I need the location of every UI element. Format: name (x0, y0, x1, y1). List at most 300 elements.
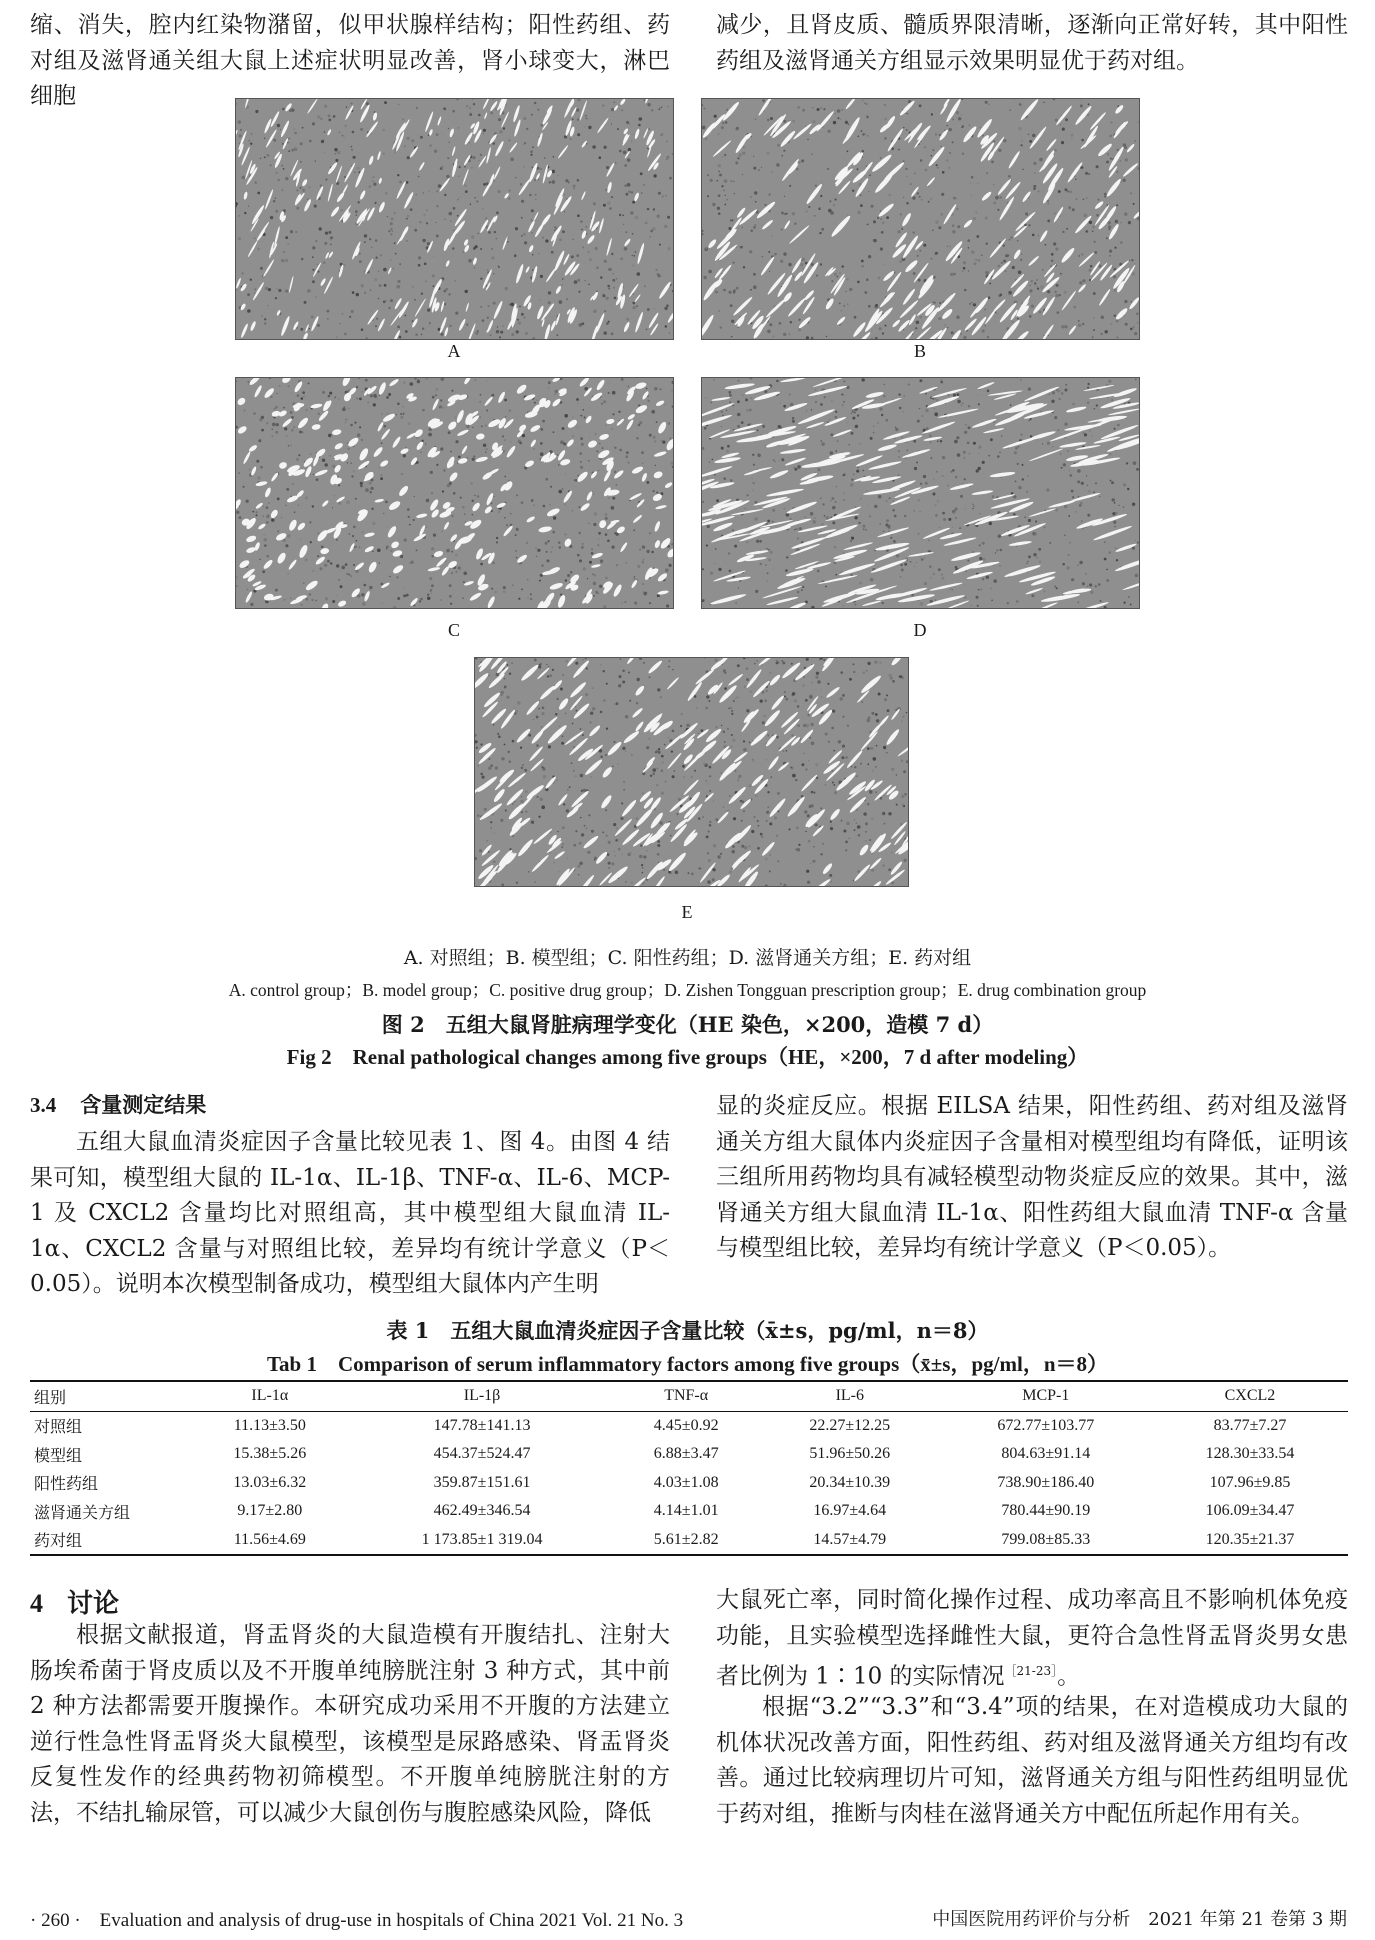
nucleus-dot (564, 414, 568, 418)
nucleus-dot (779, 322, 782, 325)
nucleus-dot (741, 421, 744, 424)
nucleus-dot (967, 239, 970, 242)
nucleus-dot (1055, 509, 1058, 512)
nucleus-dot (634, 576, 635, 577)
nucleus-dot (896, 554, 899, 557)
nucleus-dot (573, 770, 575, 772)
nucleus-dot (352, 535, 354, 537)
nucleus-dot (534, 102, 536, 104)
nucleus-dot (593, 582, 596, 585)
nucleus-dot (440, 333, 443, 336)
nucleus-dot (888, 868, 891, 871)
nucleus-dot (296, 189, 299, 192)
nucleus-dot (916, 462, 918, 464)
nucleus-dot (495, 766, 498, 769)
nucleus-dot (392, 231, 393, 232)
nucleus-dot (967, 560, 969, 562)
nucleus-dot (831, 433, 834, 436)
nucleus-dot (1071, 578, 1074, 581)
nucleus-dot (625, 715, 628, 718)
tubule-lumen (686, 681, 703, 702)
nucleus-dot (1042, 269, 1043, 270)
nucleus-dot (649, 738, 650, 739)
nucleus-dot (503, 127, 505, 129)
nucleus-dot (1035, 520, 1037, 522)
nucleus-dot (1061, 392, 1063, 394)
tubule-lumen (901, 212, 912, 227)
nucleus-dot (991, 600, 993, 602)
nucleus-dot (577, 279, 580, 282)
nucleus-dot (457, 199, 458, 200)
nucleus-dot (350, 462, 352, 464)
nucleus-dot (637, 272, 641, 276)
nucleus-dot (855, 425, 858, 428)
nucleus-dot (947, 485, 949, 487)
nucleus-dot (811, 409, 812, 410)
nucleus-dot (496, 537, 498, 539)
nucleus-dot (757, 820, 759, 822)
tubule-lumen (327, 183, 333, 201)
nucleus-dot (330, 237, 332, 239)
nucleus-dot (611, 506, 615, 510)
nucleus-dot (850, 483, 853, 486)
nucleus-dot (621, 378, 624, 381)
nucleus-dot (287, 534, 290, 537)
nucleus-dot (776, 163, 779, 166)
nucleus-dot (542, 707, 545, 710)
nucleus-dot (1109, 551, 1111, 553)
nucleus-dot (757, 660, 758, 661)
nucleus-dot (845, 756, 847, 758)
nucleus-dot (677, 813, 679, 815)
tubule-lumen (253, 385, 262, 399)
nucleus-dot (722, 122, 724, 124)
nucleus-dot (976, 259, 977, 260)
nucleus-dot (1136, 468, 1139, 471)
nucleus-dot (633, 134, 635, 136)
nucleus-dot (429, 144, 432, 147)
nucleus-dot (557, 831, 558, 832)
cell-value: 359.87±151.61 (433, 1473, 531, 1491)
nucleus-dot (805, 768, 807, 770)
nucleus-dot (1016, 600, 1019, 603)
nucleus-dot (1083, 199, 1085, 201)
nucleus-dot (327, 310, 330, 313)
nucleus-dot (589, 437, 590, 438)
tubule-lumen (311, 424, 321, 431)
nucleus-dot (1087, 114, 1088, 115)
nucleus-dot (750, 289, 752, 291)
nucleus-dot (891, 852, 892, 853)
nucleus-dot (882, 332, 884, 334)
nucleus-dot (811, 742, 815, 746)
nucleus-dot (342, 135, 344, 137)
nucleus-dot (474, 495, 475, 496)
nucleus-dot (923, 244, 926, 247)
nucleus-dot (1080, 104, 1083, 107)
nucleus-dot (1029, 315, 1032, 318)
tubule-lumen (388, 499, 402, 511)
serum-factor-table (30, 1380, 1348, 1556)
nucleus-dot (647, 103, 650, 106)
nucleus-dot (599, 585, 602, 588)
nucleus-dot (735, 602, 737, 604)
nucleus-dot (312, 122, 315, 125)
nucleus-dot (359, 253, 361, 255)
nucleus-dot (491, 248, 492, 249)
nucleus-dot (612, 497, 615, 500)
nucleus-dot (608, 867, 610, 869)
nucleus-dot (362, 532, 363, 533)
nucleus-dot (263, 506, 264, 507)
nucleus-dot (694, 695, 697, 698)
nucleus-dot (797, 528, 799, 530)
tubule-lumen (654, 520, 662, 532)
nucleus-dot (835, 450, 837, 452)
tubule-lumen (941, 308, 954, 321)
nucleus-dot (1093, 292, 1096, 295)
nucleus-dot (949, 152, 951, 154)
nucleus-dot (515, 534, 517, 536)
nucleus-dot (884, 384, 885, 385)
nucleus-dot (773, 459, 775, 461)
micrograph-panel-d (701, 377, 1140, 609)
nucleus-dot (321, 140, 324, 143)
nucleus-dot (592, 145, 596, 149)
nucleus-dot (570, 138, 571, 139)
nucleus-dot (566, 809, 569, 812)
nucleus-dot (267, 154, 270, 157)
nucleus-dot (554, 394, 556, 396)
tubule-lumen (598, 218, 604, 234)
tubule-lumen (736, 207, 746, 219)
tubule-lumen (1060, 247, 1076, 264)
tubule-lumen (240, 323, 249, 338)
nucleus-dot (444, 290, 447, 293)
nucleus-dot (611, 196, 613, 198)
nucleus-dot (881, 414, 883, 416)
nucleus-dot (426, 526, 428, 528)
nucleus-dot (645, 222, 647, 224)
tubule-lumen (1029, 508, 1057, 518)
nucleus-dot (913, 231, 915, 233)
tubule-lumen (382, 412, 396, 423)
nucleus-dot (587, 851, 590, 854)
nucleus-dot (327, 560, 330, 563)
nucleus-dot (478, 114, 481, 117)
nucleus-dot (670, 835, 672, 837)
tubule-lumen (368, 155, 374, 165)
nucleus-dot (806, 336, 809, 339)
tubule-lumen (262, 559, 274, 571)
nucleus-dot (486, 410, 488, 412)
nucleus-dot (1064, 505, 1067, 508)
nucleus-dot (647, 208, 650, 211)
nucleus-dot (813, 792, 815, 794)
nucleus-dot (493, 99, 495, 100)
nucleus-dot (276, 172, 278, 174)
tubule-lumen (577, 874, 596, 886)
nucleus-dot (604, 310, 606, 312)
nucleus-dot (726, 450, 729, 453)
nucleus-dot (464, 184, 467, 187)
nucleus-dot (360, 485, 363, 488)
tubule-lumen (862, 600, 882, 607)
tubule-lumen (366, 207, 376, 222)
nucleus-dot (426, 209, 428, 211)
nucleus-dot (248, 140, 250, 142)
nucleus-dot (322, 391, 325, 394)
nucleus-dot (491, 394, 494, 397)
nucleus-dot (475, 734, 477, 737)
nucleus-dot (440, 599, 442, 601)
tubule-lumen (623, 321, 631, 332)
nucleus-dot (319, 227, 322, 230)
nucleus-dot (872, 239, 873, 240)
nucleus-dot (900, 213, 902, 215)
nucleus-dot (420, 221, 422, 223)
tubule-lumen (557, 594, 567, 608)
nucleus-dot (377, 549, 381, 553)
nucleus-dot (760, 833, 763, 836)
nucleus-dot (962, 270, 964, 272)
nucleus-dot (380, 477, 383, 480)
tubule-lumen (868, 723, 883, 739)
nucleus-dot (468, 142, 469, 143)
nucleus-dot (800, 263, 803, 266)
nucleus-dot (867, 135, 868, 136)
nucleus-dot (636, 702, 638, 704)
section-3-4-heading (30, 1089, 206, 1119)
nucleus-dot (348, 408, 349, 409)
nucleus-dot (743, 748, 747, 752)
nucleus-dot (821, 523, 823, 525)
nucleus-dot (631, 191, 633, 193)
tubule-lumen (525, 266, 530, 273)
nucleus-dot (1062, 128, 1065, 131)
tubule-lumen (634, 403, 648, 414)
nucleus-dot (562, 284, 563, 285)
tubule-lumen (386, 525, 398, 539)
nucleus-dot (1029, 289, 1032, 292)
nucleus-dot (435, 388, 438, 391)
nucleus-dot (577, 475, 579, 477)
nucleus-dot (325, 232, 328, 235)
nucleus-dot (799, 527, 802, 530)
nucleus-dot (657, 273, 659, 275)
nucleus-dot (857, 825, 861, 829)
nucleus-dot (826, 818, 827, 819)
nucleus-dot (928, 540, 929, 541)
nucleus-dot (502, 435, 504, 437)
tubule-lumen (321, 500, 329, 508)
nucleus-dot (1067, 450, 1069, 452)
nucleus-dot (305, 409, 307, 411)
nucleus-dot (751, 830, 754, 833)
nucleus-dot (525, 332, 528, 335)
nucleus-dot (669, 332, 670, 333)
nucleus-dot (706, 836, 709, 839)
nucleus-dot (640, 844, 642, 846)
nucleus-dot (942, 512, 945, 515)
nucleus-dot (963, 451, 966, 454)
nucleus-dot (965, 424, 967, 426)
nucleus-dot (362, 391, 363, 392)
nucleus-dot (762, 721, 765, 724)
nucleus-dot (359, 547, 361, 549)
nucleus-dot (976, 235, 979, 238)
nucleus-dot (887, 709, 890, 712)
nucleus-dot (853, 880, 854, 881)
nucleus-dot (706, 695, 709, 698)
nucleus-dot (838, 740, 841, 743)
nucleus-dot (835, 198, 837, 200)
nucleus-dot (828, 741, 830, 743)
nucleus-dot (574, 280, 578, 284)
nucleus-dot (315, 452, 317, 454)
nucleus-dot (355, 210, 358, 213)
nucleus-dot (356, 386, 358, 388)
nucleus-dot (816, 672, 819, 675)
nucleus-dot (1109, 255, 1111, 257)
nucleus-dot (305, 559, 308, 562)
nucleus-dot (1084, 433, 1087, 436)
nucleus-dot (807, 714, 810, 717)
nucleus-dot (651, 410, 655, 414)
nucleus-dot (840, 119, 841, 120)
tubule-lumen (555, 285, 562, 294)
citation-21-23: ［21-23］ (1004, 1664, 1058, 1678)
nucleus-dot (267, 305, 268, 306)
nucleus-dot (564, 503, 566, 505)
tubule-lumen (486, 595, 496, 608)
nucleus-dot (431, 555, 433, 557)
nucleus-dot (721, 410, 724, 413)
tubule-lumen (250, 466, 257, 476)
cell-value: 462.49±346.54 (433, 1502, 531, 1520)
tubule-lumen (523, 393, 536, 401)
tubule-lumen (463, 378, 472, 385)
nucleus-dot (482, 207, 484, 209)
nucleus-dot (608, 392, 610, 394)
nucleus-dot (345, 563, 348, 566)
nucleus-dot (884, 137, 886, 139)
nucleus-dot (752, 482, 755, 485)
nucleus-dot (381, 583, 384, 586)
nucleus-dot (541, 124, 543, 126)
nucleus-dot (1058, 190, 1061, 193)
nucleus-dot (526, 542, 528, 544)
nucleus-dot (1116, 171, 1118, 173)
nucleus-dot (490, 334, 492, 336)
nucleus-dot (698, 733, 699, 734)
nucleus-dot (372, 181, 373, 182)
tubule-lumen (252, 282, 265, 301)
col-header-il1a: IL-1α (251, 1387, 289, 1405)
nucleus-dot (662, 441, 665, 444)
nucleus-dot (856, 470, 859, 473)
nucleus-dot (558, 175, 559, 176)
nucleus-dot (575, 830, 577, 832)
nucleus-dot (981, 255, 982, 256)
nucleus-dot (987, 336, 989, 338)
nucleus-dot (270, 216, 273, 219)
nucleus-dot (529, 194, 531, 196)
tubule-lumen (502, 525, 513, 537)
nucleus-dot (669, 660, 671, 662)
nucleus-dot (815, 389, 817, 391)
nucleus-dot (654, 440, 656, 442)
nucleus-dot (592, 573, 594, 575)
tubule-lumen (722, 101, 741, 122)
micrograph-b-texture (702, 99, 1139, 339)
tubule-lumen (1022, 191, 1032, 203)
tubule-lumen (263, 593, 274, 602)
tubule-lumen (515, 383, 528, 395)
nucleus-dot (1086, 198, 1087, 199)
nucleus-dot (916, 321, 919, 324)
nucleus-dot (869, 839, 871, 841)
nucleus-dot (830, 211, 834, 215)
tubule-lumen (619, 99, 626, 106)
nucleus-dot (894, 515, 897, 518)
tubule-lumen (321, 602, 330, 608)
nucleus-dot (243, 486, 245, 488)
nucleus-dot (948, 167, 950, 169)
nucleus-dot (961, 127, 962, 128)
nucleus-dot (649, 533, 650, 534)
section-3-4-paragraph-left: 五组大鼠血清炎症因子含量比较见表 1、图 4。由图 4 结果可知，模型组大鼠的 IL-1α、IL-1β、TNF-α、IL-6、MCP-1 及 CXCL2 含量均比对照组高，其中模型组大鼠血清 IL-1α、CXCL2 含量与对照组比较，差异均有统计学意义（P＜0.05）。说明本次模型制备成功，模型组大鼠体内产生明 (30, 1129, 670, 1297)
tubule-lumen (863, 487, 901, 496)
nucleus-dot (1015, 481, 1017, 483)
nucleus-dot (987, 390, 990, 393)
nucleus-dot (723, 807, 724, 808)
tubule-lumen (557, 793, 568, 806)
nucleus-dot (730, 219, 732, 221)
nucleus-dot (1033, 185, 1036, 188)
nucleus-dot (329, 455, 331, 457)
nucleus-dot (606, 683, 608, 685)
nucleus-dot (454, 416, 456, 418)
nucleus-dot (1002, 244, 1005, 247)
nucleus-dot (935, 252, 938, 255)
tubule-lumen (335, 165, 342, 183)
nucleus-dot (291, 416, 294, 419)
nucleus-dot (827, 168, 829, 170)
nucleus-dot (988, 296, 991, 299)
nucleus-dot (294, 147, 298, 151)
nucleus-dot (1072, 496, 1074, 498)
nucleus-dot (305, 496, 308, 499)
nucleus-dot (946, 159, 948, 161)
nucleus-dot (717, 133, 719, 135)
nucleus-dot (581, 546, 584, 549)
nucleus-dot (593, 310, 596, 313)
tubule-lumen (1093, 525, 1133, 542)
tubule-lumen (601, 766, 613, 779)
nucleus-dot (973, 217, 976, 220)
nucleus-dot (276, 393, 278, 395)
nucleus-dot (764, 390, 767, 393)
nucleus-dot (873, 757, 877, 761)
nucleus-dot (396, 285, 400, 289)
nucleus-dot (721, 725, 722, 726)
nucleus-dot (311, 599, 313, 601)
nucleus-dot (504, 439, 506, 441)
nucleus-dot (801, 159, 804, 162)
tubule-lumen (702, 314, 715, 339)
nucleus-dot (952, 469, 954, 471)
